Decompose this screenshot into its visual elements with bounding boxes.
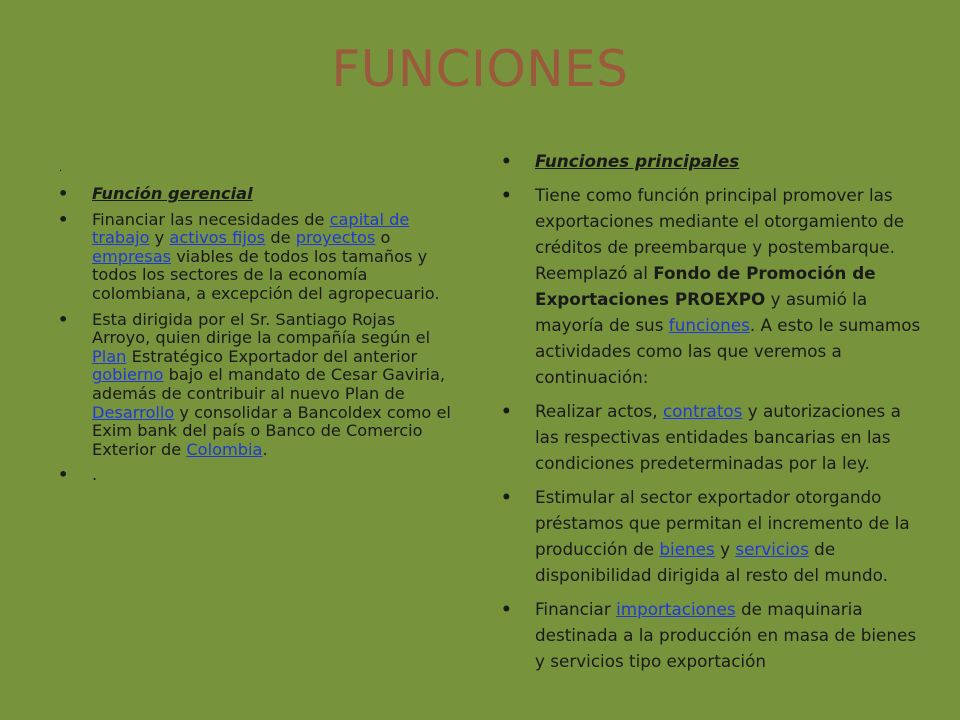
section-heading: Función gerencial — [92, 184, 253, 203]
list-item-heading — [498, 148, 922, 174]
text: y autorizaciones a las respectivas entidades bancarias en las condiciones predeterminadas por la ley. — [535, 401, 901, 473]
link-proyectos[interactable]: proyectos — [295, 228, 376, 248]
link-servicios[interactable]: servicios — [735, 539, 809, 559]
page-title: FUNCIONES — [331, 40, 629, 98]
text: o — [375, 228, 391, 248]
link-desarrollo[interactable]: Desarrollo — [92, 402, 175, 422]
text: y — [149, 228, 170, 248]
list-item — [498, 398, 922, 476]
text: de disponibilidad dirigida al resto del mundo. — [535, 539, 888, 585]
bullet-icon: • — [501, 151, 512, 171]
bullet-icon: • — [501, 185, 512, 205]
bullet-icon: • — [501, 599, 512, 619]
bullet-icon: • — [58, 209, 69, 229]
list-item-heading — [55, 185, 455, 204]
link-funciones[interactable]: funciones — [668, 315, 750, 335]
text: . — [262, 439, 268, 459]
text: . — [92, 465, 98, 485]
list-item — [498, 484, 922, 588]
text: y — [714, 539, 736, 559]
stray-dot: . — [59, 163, 63, 174]
list-item — [55, 211, 455, 304]
text: Esta dirigida por el Sr. Santiago Rojas Arroyo, quien dirige la compañía según el — [92, 309, 431, 348]
list-item — [498, 596, 922, 674]
text: bajo el mandato de Cesar Gaviria, además de contribuir al nuevo Plan de — [92, 365, 446, 403]
list-item — [498, 182, 922, 390]
link-plan[interactable]: Plan — [92, 346, 127, 366]
text: de maquinaria destinada a la producción en masa de bienes y servicios tipo exportación — [535, 599, 917, 671]
bold-text: Fondo de Promoción de Exportaciones PROEXPO — [535, 263, 876, 309]
link-gobierno[interactable]: gobierno — [92, 365, 164, 385]
link-bienes[interactable]: bienes — [659, 539, 715, 559]
left-column — [55, 160, 455, 492]
text: Financiar — [535, 599, 617, 619]
list-item — [55, 311, 455, 460]
link-colombia[interactable]: Colombia — [186, 439, 263, 459]
link-importaciones[interactable]: importaciones — [616, 599, 736, 619]
bullet-icon: • — [58, 184, 69, 203]
section-heading: Funciones principales — [535, 151, 740, 171]
link-capital-de-trabajo[interactable]: capital de trabajo — [92, 209, 410, 248]
text: Financiar las necesidades de — [92, 209, 330, 229]
text: Estimular al sector exportador otorgando préstamos que permitan el incremento de la producción de — [535, 487, 910, 559]
list-item — [55, 466, 455, 485]
right-column — [498, 148, 922, 682]
text: . A esto le sumamos actividades como las que veremos a continuación: — [535, 315, 921, 387]
stray-dot-item — [55, 160, 455, 178]
link-contratos[interactable]: contratos — [662, 401, 743, 421]
text: Estratégico Exportador del anterior — [126, 346, 418, 366]
text: de — [265, 228, 296, 248]
bullet-icon: • — [501, 401, 512, 421]
bullet-icon: • — [501, 487, 512, 507]
text: Realizar actos, — [535, 401, 663, 421]
text: viables de todos los tamaños y todos los sectores de la economía colombiana, a excepción del agropecuario. — [92, 246, 440, 303]
text: y asumió la mayoría de sus — [535, 289, 868, 335]
bullet-icon: • — [58, 465, 69, 485]
bullet-icon: • — [58, 309, 69, 329]
text: y consolidar a Bancoldex como el Exim bank del país o Banco de Comercio Exterior de — [92, 402, 451, 459]
link-empresas[interactable]: empresas — [92, 246, 172, 266]
text: Tiene como función principal promover las exportaciones mediante el otorgamiento de créditos de preembarque y postembarque. Reemplazó al — [535, 185, 905, 283]
link-activos-fijos[interactable]: activos fijos — [169, 228, 266, 248]
